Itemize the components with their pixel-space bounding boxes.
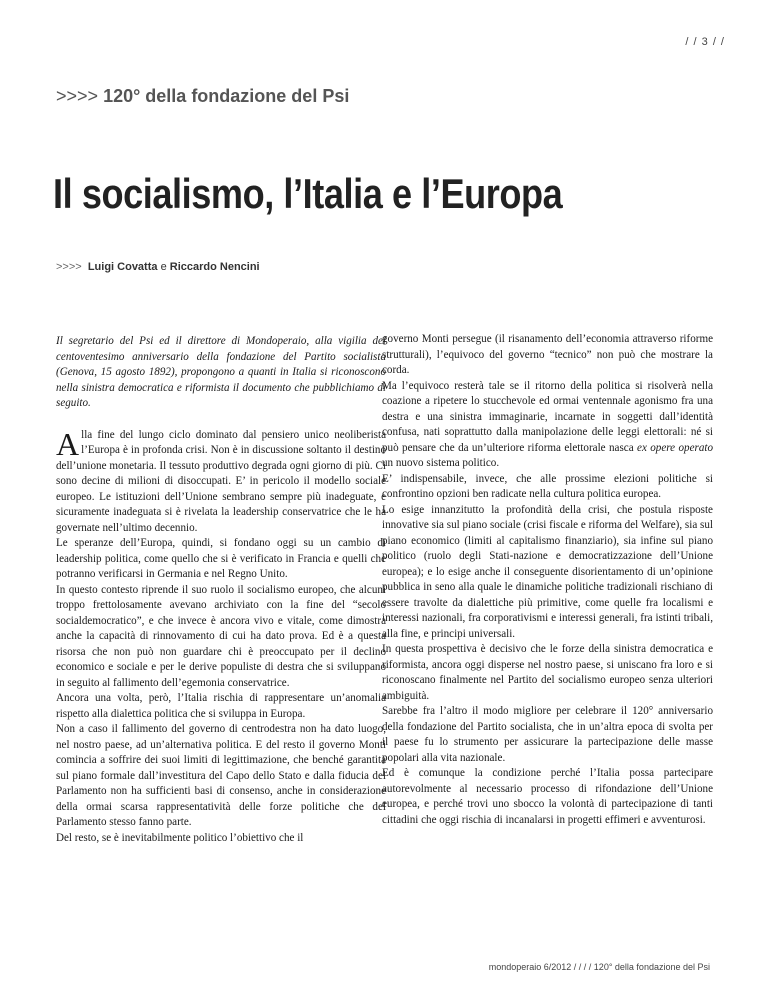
section-arrows: >>>> bbox=[56, 86, 99, 106]
body-paragraph: Ancora una volta, però, l’Italia rischia di rappresentare un’anomalia rispetto alla dialettica politica che si sviluppa in Europa. bbox=[56, 692, 386, 720]
body-paragraph: governo Monti persegue (il risanamento dell’economia attraverso riforme strutturali), l’equivoco del governo “tecnico” non può che mostrare la corda. bbox=[382, 333, 713, 376]
body-paragraph: Non a caso il fallimento del governo di centrodestra non ha dato luogo, nel nostro paese, ad un’alternativa politica. E del resto il governo Monti comincia a soffrire dei suoi limiti di legittimazione, che benché garantita sul piano formale dall’investitura del Capo dello Stato e dalla fiducia del Parlamento non ha sufficienti basi di consenso, anche in considerazione della ormai scarsa rappresentatività delle forze politiche che del Parlamento stesso fanno parte. bbox=[56, 723, 386, 828]
body-paragraph: Ma l’equivoco resterà tale se il ritorno della politica si risolverà nella coazione a ripetere lo stucchevole ed ormai ventennale agonismo fra una destra e una sinistra immaginarie, incarnate in soggetti dall’identità confusa, nati soprattutto dalla manipolazione delle leggi elettorali: né si può pensare che da un’ulteriore riforma elettorale nasca ex opere operato un nuovo sistema politico. bbox=[382, 379, 713, 469]
right-column bbox=[382, 332, 713, 828]
drop-cap: A bbox=[56, 425, 80, 462]
first-paragraph-text: lla fine del lungo ciclo dominato dal pensiero unico neoliberista l’Europa è in profonda crisi. Non è in discussione soltanto il destino dell’unione monetaria. Il tessuto produttivo degrada ogni giorno di più. Ci sono decine di milioni di disoccupati. E’ in pericolo il modello sociale europeo. Le istituzioni dell’Unione sembrano sempre più inadeguate, e sicuramente inadeguata si è rivelata la leadership conservatrice che le ha governate nell’ultimo decennio. bbox=[56, 428, 386, 534]
body-paragraph: Le speranze dell’Europa, quindi, si fondano oggi su un cambio di leadership politica, come quello che si è verificato in Francia e quelli che potranno verificarsi in Germania e nel Regno Unito. bbox=[56, 537, 386, 580]
body-paragraph: Ed è comunque la condizione perché l’Italia possa partecipare autorevolmente al necessario processo di rifondazione dell’Unione europea, e perché trovi uno sbocco la volontà di partecipazione di tanti cittadini che oggi rischia di incanalarsi in progetti effimeri e avventurosi. bbox=[382, 767, 713, 826]
byline-arrows: >>>> bbox=[56, 261, 82, 273]
body-paragraph: In questo contesto riprende il suo ruolo il socialismo europeo, che alcuni troppo frettolosamente avevano archiviato con la fine del “secolo socialdemocratico”, e che invece è ancora vivo e vitale, come dimostra anche la capacità di rinnovamento di cui ha dato prova. Ed è a questa risorsa che non può non guardare chi è preoccupato per il declino economico e sociale e per le derive populiste di destra che si sviluppano in seguito al fallimento dell’egemonia conservatrice. bbox=[56, 583, 386, 689]
page-number: / / 3 / / bbox=[685, 36, 725, 48]
page-footer: mondoperaio 6/2012 / / / / 120° della fondazione del Psi bbox=[488, 962, 710, 972]
body-paragraph: Sarebbe fra l’altro il modo migliore per celebrare il 120° anniversario della fondazione del Partito socialista, che in un’altra epoca di svolta per il paese fu lo strumento per assicurare la partecipazione delle masse popolari alla vita nazionale. bbox=[382, 705, 713, 764]
body-paragraph: Del resto, se è inevitabilmente politico l’obiettivo che il bbox=[56, 831, 304, 844]
section-title: 120° della fondazione del Psi bbox=[103, 86, 350, 106]
author-name: Luigi Covatta bbox=[87, 261, 158, 273]
byline bbox=[56, 261, 260, 273]
body-paragraph: Lo esige innanzitutto la profondità della crisi, che postula risposte innovative sia sul piano sociale (crisi fiscale e riforma del Welfare), sia sul piano economico (limiti al capitalismo finanziario), sia infine sul piano politico (ruolo degli Stati-nazione e democratizzazione dell’Unione europea); e lo esige anche il conseguente disorientamento di un’opinione pubblica in seno alla quale le dinamiche politiche tradizionali rischiano di essere travolte da dialettiche più primitive, come quelle fra localismi e interessi nazionali, fra corporativismi e interessi generali, fra istinti tribali, alla fine, e principi universali. bbox=[382, 503, 713, 640]
byline-conjunction: e bbox=[160, 261, 167, 273]
body-paragraph: In questa prospettiva è decisivo che le forze della sinistra democratica e riformista, ancora oggi disperse nel nostro paese, si uniscano fra loro e si riconoscano finalmente nel Partito del socialismo europeo senza ulteriori ambiguità. bbox=[382, 643, 713, 702]
section-header bbox=[56, 86, 349, 107]
author-name: Riccardo Nencini bbox=[169, 261, 260, 273]
left-column bbox=[56, 334, 386, 846]
intro-paragraph: Il segretario del Psi ed il direttore di Mondoperaio, alla vigilia del centoventesimo anniversario della fondazione del Partito socialista (Genova, 15 agosto 1892), propongono a quanti in Italia si riconoscono nella sinistra democratica e riformista il documento che pubblichiamo di seguito. bbox=[56, 335, 386, 409]
body-paragraph bbox=[56, 425, 386, 537]
article-title: Il socialismo, l’Italia e l’Europa bbox=[53, 170, 563, 217]
body-paragraph: E’ indispensabile, invece, che alle prossime elezioni politiche si confrontino opzioni ben radicate nella cultura politica europea. bbox=[382, 472, 713, 500]
